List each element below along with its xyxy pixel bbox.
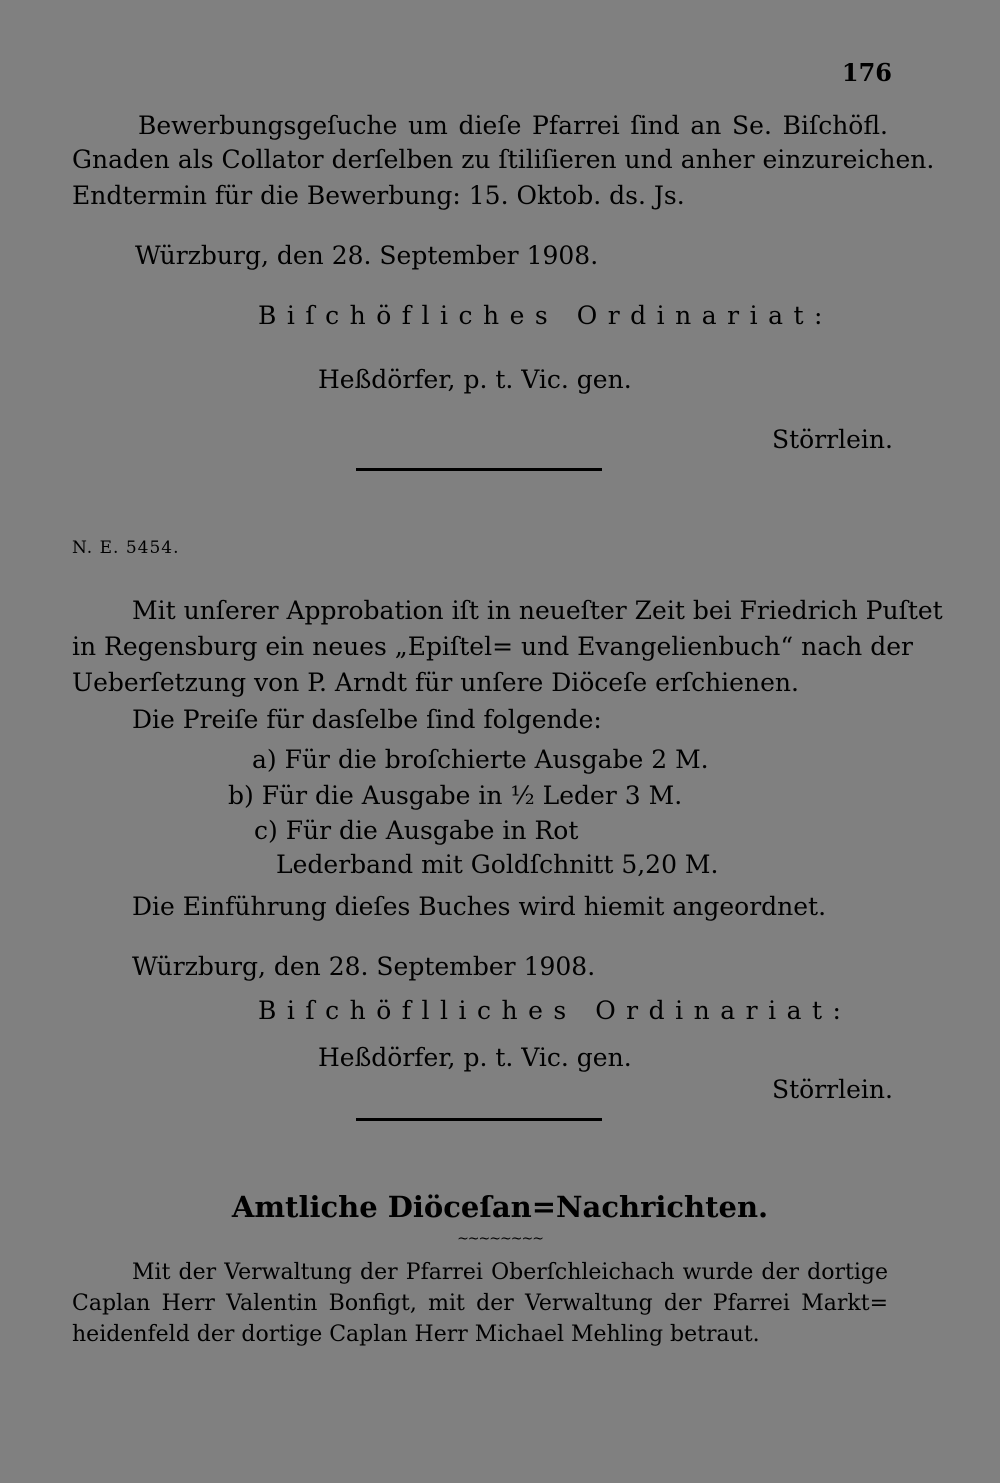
body-line: Bewerbungsgeſuche um dieſe Pfarrei ſind an Se. Biſchöfl. — [138, 111, 888, 140]
place-date: Würzburg, den 28. September 1908. — [135, 241, 599, 270]
secretary: Störrlein. — [772, 1075, 893, 1104]
section-heading: Amtliche Diöceſan=Nachrichten. — [231, 1190, 769, 1224]
reference-number: N. E. 5454. — [72, 538, 180, 558]
divider — [356, 1118, 602, 1121]
body-line: in Regensburg ein neues „Epiſtel= und Evangelienbuch“ nach der — [72, 632, 913, 661]
secretary: Störrlein. — [772, 425, 893, 454]
closing-line: Die Einführung dieſes Buches wird hiemit angeordnet. — [132, 892, 827, 921]
body-line: Gnaden als Collator derſelben zu ſtiliſieren und anher einzureichen. — [72, 145, 935, 174]
place-date: Würzburg, den 28. September 1908. — [132, 952, 596, 981]
price-item: a) Für die broſchierte Ausgabe 2 M. — [252, 745, 709, 774]
body-line: Ueberſetzung von P. Arndt für unſere Diöceſe erſchienen. — [72, 668, 799, 697]
price-item: Lederband mit Goldſchnitt 5,20 M. — [276, 850, 719, 879]
authority: Biſchöfliches Ordinariat: — [258, 301, 833, 330]
price-item: c) Für die Ausgabe in Rot — [254, 816, 579, 845]
prices-intro: Die Preiſe für dasſelbe ſind folgende: — [132, 705, 602, 734]
signatory: Heßdörfer, p. t. Vic. gen. — [318, 365, 632, 394]
news-line: heidenfeld der dortige Caplan Herr Michael Mehling betraut. — [72, 1322, 760, 1347]
divider — [356, 468, 602, 471]
authority: Biſchöflliches Ordinariat: — [258, 996, 852, 1025]
heading-ornament: ~~~~~~~~ — [457, 1231, 543, 1247]
body-line: Endtermin für die Bewerbung: 15. Oktob. ds. Js. — [72, 181, 685, 210]
body-line: Mit unſerer Approbation iſt in neueſter Zeit bei Friedrich Puſtet — [132, 596, 943, 625]
news-line: Caplan Herr Valentin Bonfigt, mit der Verwaltung der Pfarrei Markt= — [72, 1291, 888, 1316]
news-line: Mit der Verwaltung der Pfarrei Oberſchleichach wurde der dortige — [132, 1260, 888, 1285]
price-item: b) Für die Ausgabe in ½ Leder 3 M. — [228, 781, 683, 810]
signatory: Heßdörfer, p. t. Vic. gen. — [318, 1043, 632, 1072]
page-number: 176 — [841, 58, 892, 87]
